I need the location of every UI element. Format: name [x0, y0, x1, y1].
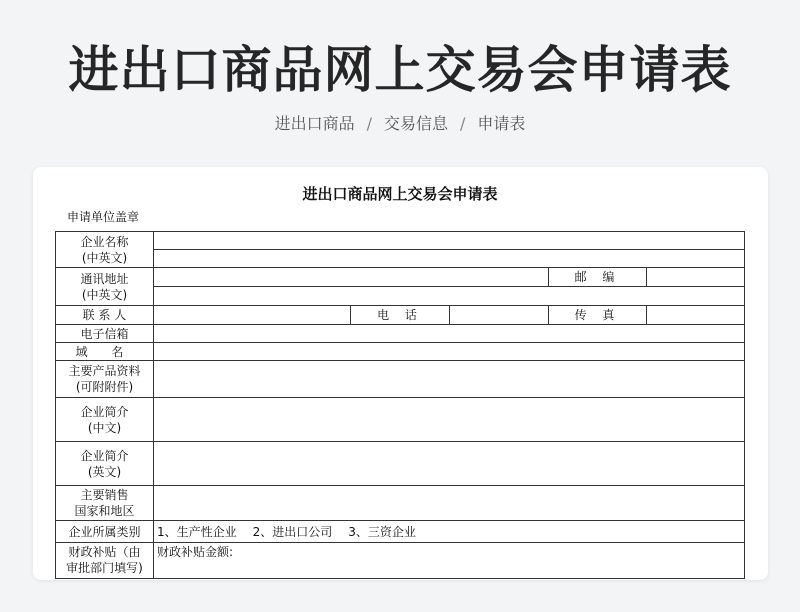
subsidy-amount-field[interactable]: 财政补贴金额: [154, 543, 745, 579]
table-row [56, 343, 745, 361]
table-row [56, 306, 745, 325]
phone-field[interactable] [450, 306, 549, 325]
category-option-manufacturer[interactable]: 1、生产性企业 [157, 524, 237, 539]
category-option-trading-company[interactable]: 2、进出口公司 [252, 524, 333, 539]
breadcrumb-separator: / [460, 114, 466, 133]
postcode-label: 邮 编 [549, 268, 647, 287]
phone-label: 电 话 [351, 306, 450, 325]
address-label: 通讯地址 (中英文) [56, 268, 154, 306]
stamp-label: 申请单位盖章 [67, 210, 140, 224]
email-field[interactable] [154, 325, 745, 343]
address-cn-field[interactable] [154, 268, 549, 287]
category-label: 企业所属类别 [56, 521, 154, 543]
company-name-label: 企业名称 (中英文) [56, 232, 154, 268]
product-info-label: 主要产品资料 (可附附件) [56, 361, 154, 398]
table-row [56, 521, 745, 543]
contact-field[interactable] [154, 306, 351, 325]
breadcrumb-item-trade-info[interactable]: 交易信息 [383, 114, 448, 133]
fax-label: 传 真 [549, 306, 647, 325]
address-en-field[interactable] [154, 287, 745, 306]
table-row [56, 287, 745, 306]
breadcrumb-separator: / [366, 114, 372, 133]
table-row [56, 543, 745, 579]
intro-cn-field[interactable] [154, 398, 745, 442]
company-name-en-field[interactable] [154, 250, 745, 268]
email-label: 电子信箱 [56, 325, 154, 343]
fax-field[interactable] [647, 306, 745, 325]
breadcrumb [0, 112, 800, 136]
domain-field[interactable] [154, 343, 745, 361]
category-options [154, 521, 745, 543]
table-row [56, 442, 745, 486]
table-row [56, 250, 745, 268]
table-row [56, 268, 745, 287]
subsidy-label: 财政补贴（由 审批部门填写) [56, 543, 154, 579]
table-row [56, 398, 745, 442]
intro-en-field[interactable] [154, 442, 745, 486]
company-name-cn-field[interactable] [154, 232, 745, 250]
markets-field[interactable] [154, 486, 745, 521]
breadcrumb-item-application: 申请表 [477, 114, 526, 133]
table-row [56, 361, 745, 398]
product-info-field[interactable] [154, 361, 745, 398]
table-row [56, 486, 745, 521]
breadcrumb-item-products[interactable]: 进出口商品 [274, 114, 355, 133]
category-option-foreign-invested[interactable]: 3、三资企业 [348, 524, 416, 539]
markets-label: 主要销售 国家和地区 [56, 486, 154, 521]
application-form-table [55, 231, 745, 579]
intro-en-label: 企业简介 (英文) [56, 442, 154, 486]
contact-label: 联 系 人 [56, 306, 154, 325]
form-title: 进出口商品网上交易会申请表 [302, 185, 498, 203]
intro-cn-label: 企业简介 (中文) [56, 398, 154, 442]
postcode-field[interactable] [647, 268, 745, 287]
table-row [56, 232, 745, 250]
table-row [56, 325, 745, 343]
domain-label: 域 名 [56, 343, 154, 361]
page-title: 进出口商品网上交易会申请表 [68, 41, 732, 99]
